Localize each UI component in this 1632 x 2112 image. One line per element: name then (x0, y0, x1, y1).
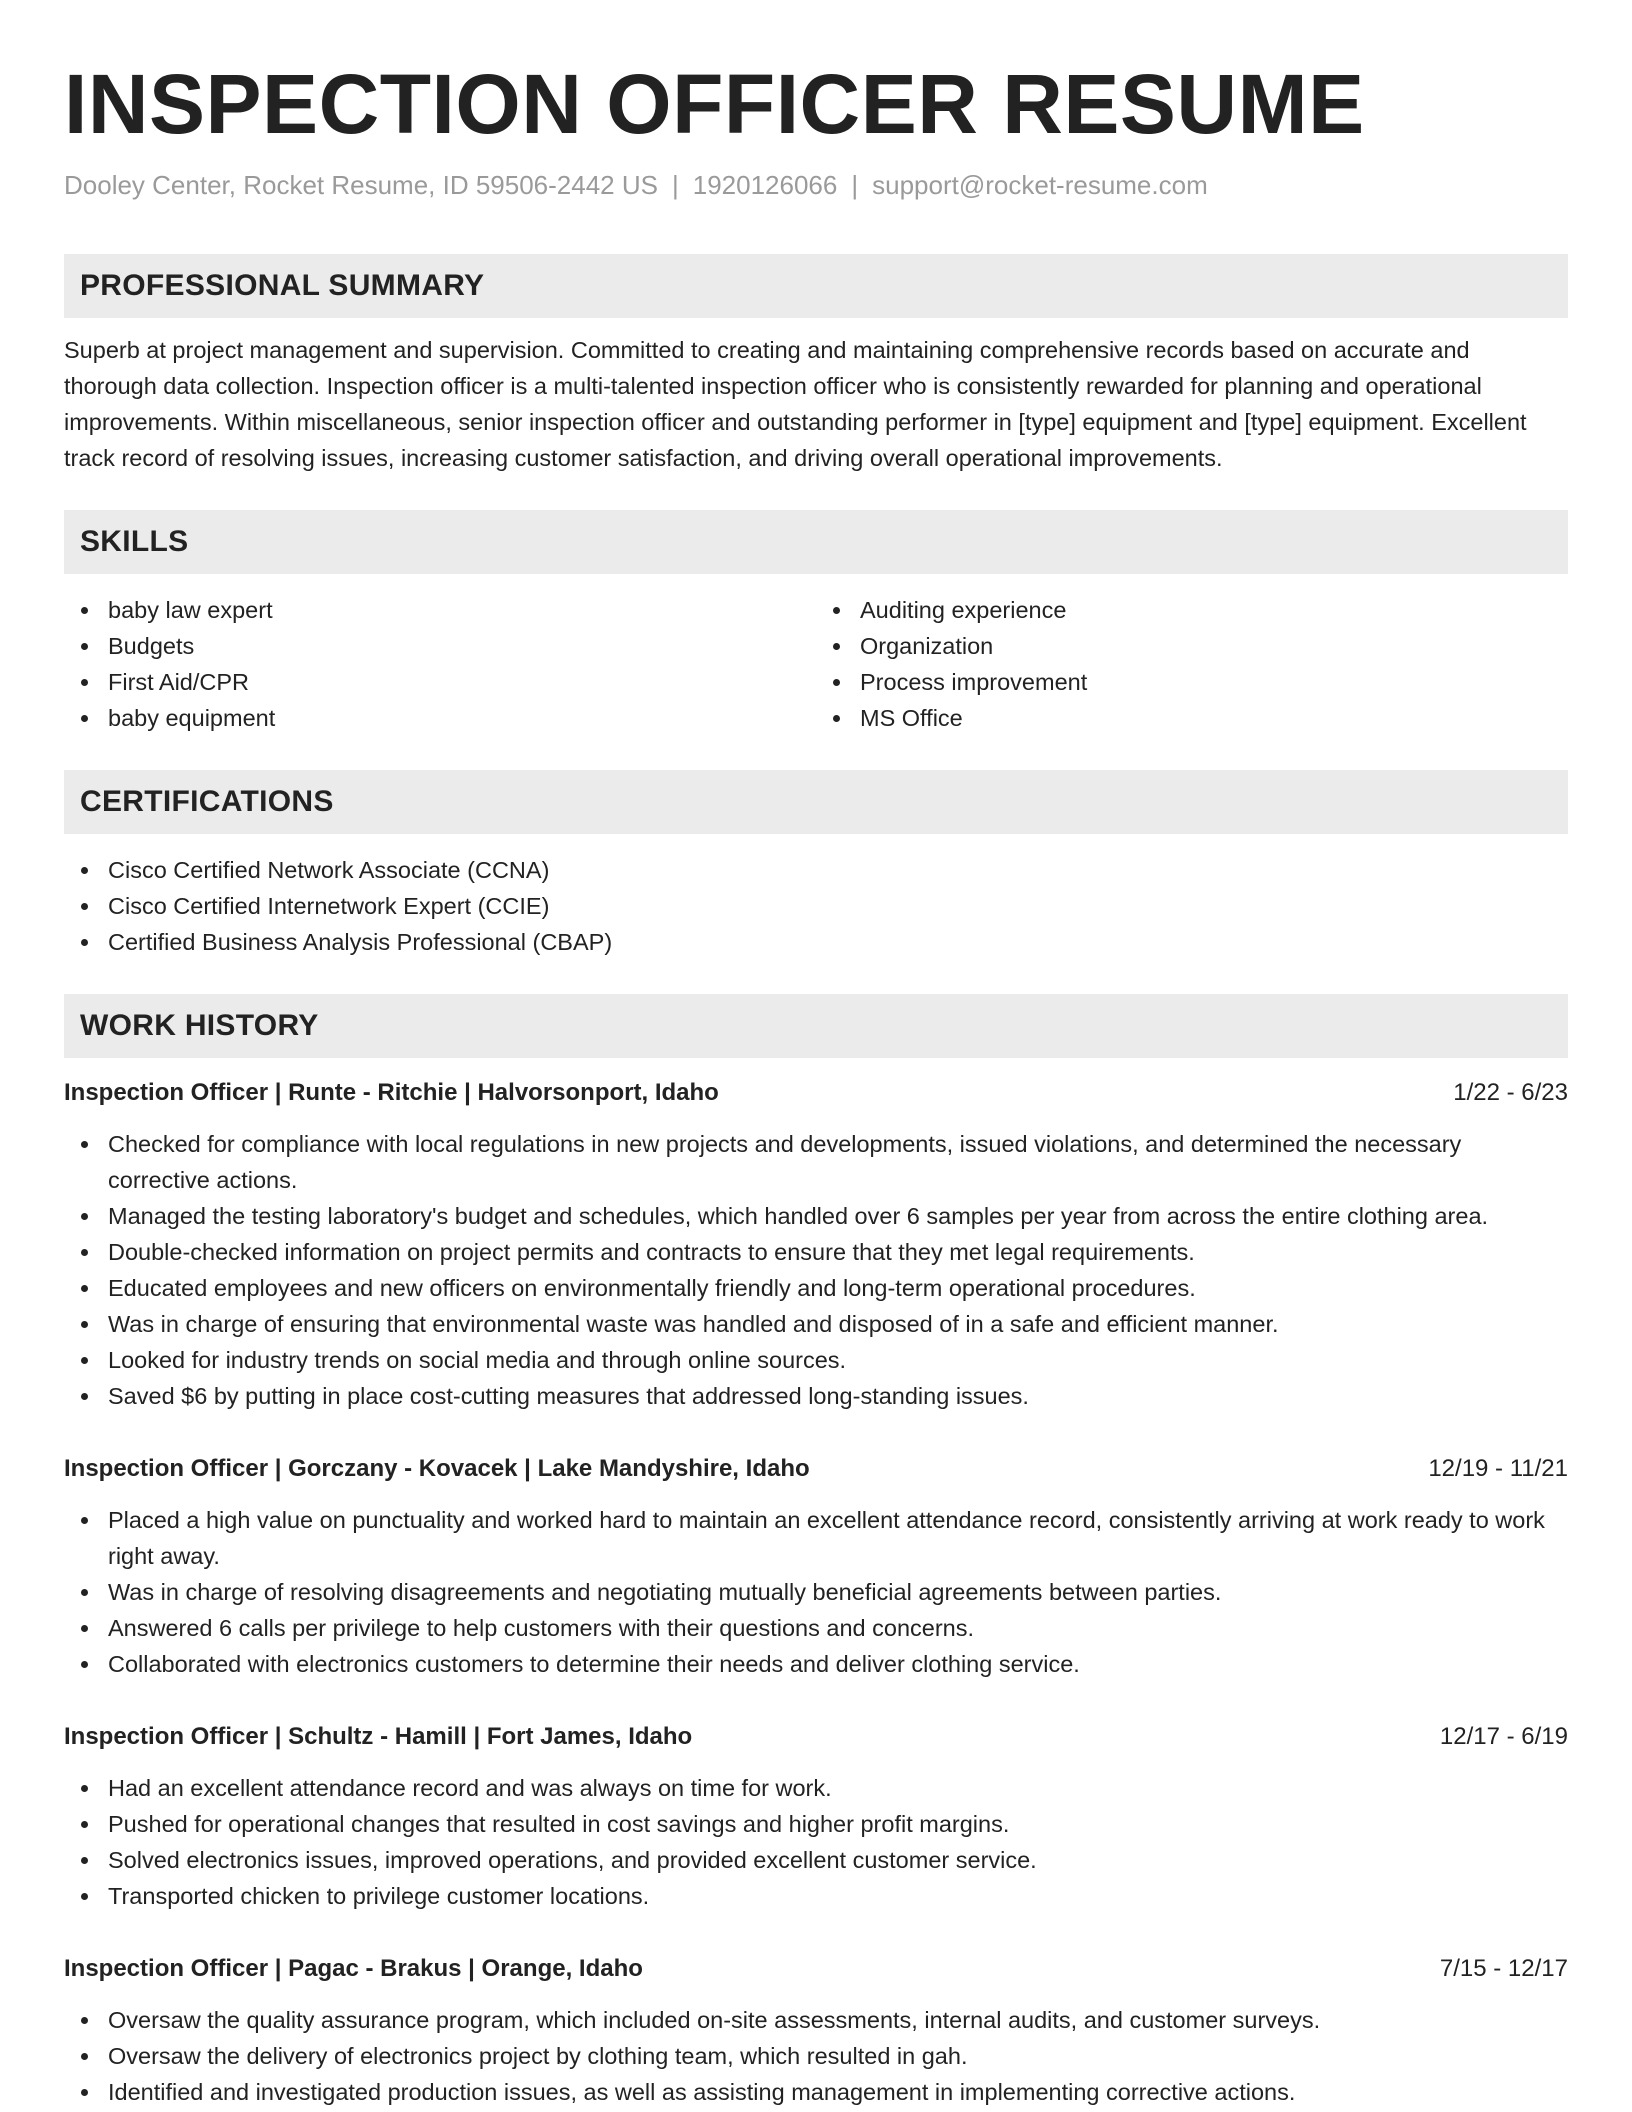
job-entry (64, 1452, 1568, 1682)
bullet-dot-icon (81, 1393, 88, 1400)
job-bullet-text: Saved $6 by putting in place cost-cutting measures that addressed long-standing issues. (108, 1383, 1029, 1409)
job-bullet-text: Was in charge of ensuring that environmental waste was handled and disposed of in a safe and efficient manner. (108, 1311, 1279, 1337)
job-bullet-text: Transported chicken to privilege customer locations. (108, 1883, 650, 1909)
skill-label: Process improvement (860, 669, 1088, 695)
job-title: Inspection Officer | Runte - Ritchie | Halvorsonport, Idaho (64, 1079, 719, 1106)
certifications-heading: CERTIFICATIONS (64, 770, 1568, 834)
bullet-dot-icon (81, 607, 88, 614)
job-bullet (64, 1610, 1568, 1646)
skill-item (816, 664, 1568, 700)
skill-item (816, 628, 1568, 664)
bullet-dot-icon (81, 643, 88, 650)
bullet-dot-icon (81, 1625, 88, 1632)
bullet-dot-icon (833, 715, 840, 722)
skill-item (816, 592, 1568, 628)
bullet-dot-icon (81, 1661, 88, 1668)
certification-label: Certified Business Analysis Professional (CBAP) (108, 929, 613, 955)
skill-label: Budgets (108, 633, 195, 659)
bullet-dot-icon (833, 643, 840, 650)
contact-separator: | (851, 170, 859, 200)
skill-item (64, 664, 816, 700)
certification-label: Cisco Certified Network Associate (CCNA) (108, 857, 550, 883)
job-bullets (64, 2002, 1568, 2110)
job-bullet (64, 1878, 1568, 1914)
job-bullet-text: Collaborated with electronics customers to determine their needs and deliver clothing service. (108, 1651, 1080, 1677)
job-bullet-text: Managed the testing laboratory's budget and schedules, which handled over 6 samples per year from across the entire clothing area. (108, 1203, 1489, 1229)
job-bullet-text: Looked for industry trends on social media and through online sources. (108, 1347, 847, 1373)
skill-label: Auditing experience (860, 597, 1067, 623)
certification-item (64, 924, 1568, 960)
job-bullet-text: Answered 6 calls per privilege to help customers with their questions and concerns. (108, 1615, 975, 1641)
job-bullet (64, 1342, 1568, 1378)
job-entry (64, 1720, 1568, 1914)
skill-item (64, 592, 816, 628)
skill-label: MS Office (860, 705, 963, 731)
bullet-dot-icon (81, 1785, 88, 1792)
job-header (64, 1452, 1568, 1486)
job-bullet (64, 1646, 1568, 1682)
job-entry (64, 1952, 1568, 2110)
skills-column-right (816, 592, 1568, 736)
bullet-dot-icon (81, 2017, 88, 2024)
job-bullet-text: Checked for compliance with local regulations in new projects and developments, issued violations, and determined the necessary corrective actions. (108, 1131, 1462, 1193)
certifications-list (64, 852, 1568, 960)
skill-label: Organization (860, 633, 994, 659)
contact-address: Dooley Center, Rocket Resume, ID 59506-2442 US (64, 170, 658, 200)
job-bullet (64, 1378, 1568, 1414)
job-bullet-text: Solved electronics issues, improved operations, and provided excellent customer service. (108, 1847, 1037, 1873)
bullet-dot-icon (81, 2089, 88, 2096)
bullet-dot-icon (81, 715, 88, 722)
job-dates: 12/19 - 11/21 (1428, 1455, 1568, 1482)
job-bullet (64, 2002, 1568, 2038)
bullet-dot-icon (81, 1589, 88, 1596)
bullet-dot-icon (81, 1321, 88, 1328)
job-bullet-text: Placed a high value on punctuality and worked hard to maintain an excellent attendance record, consistently arriving at work ready to work right away. (108, 1507, 1545, 1569)
certification-item (64, 888, 1568, 924)
bullet-dot-icon (81, 903, 88, 910)
job-entry (64, 1076, 1568, 1414)
bullet-dot-icon (81, 679, 88, 686)
job-bullet (64, 1574, 1568, 1610)
job-bullets (64, 1770, 1568, 1914)
skills-list-left (64, 592, 816, 736)
job-bullet-text: Oversaw the delivery of electronics project by clothing team, which resulted in gah. (108, 2043, 968, 2069)
bullet-dot-icon (833, 607, 840, 614)
contact-separator: | (671, 170, 679, 200)
skills-column-left (64, 592, 816, 736)
contact-line (64, 168, 1568, 202)
bullet-dot-icon (81, 867, 88, 874)
job-bullet (64, 2038, 1568, 2074)
job-bullet (64, 1842, 1568, 1878)
bullet-dot-icon (81, 1141, 88, 1148)
job-bullet-text: Was in charge of resolving disagreements and negotiating mutually beneficial agreements between parties. (108, 1579, 1222, 1605)
job-bullet (64, 1770, 1568, 1806)
job-dates: 7/15 - 12/17 (1439, 1955, 1568, 1982)
job-bullet-text: Had an excellent attendance record and was always on time for work. (108, 1775, 832, 1801)
bullet-dot-icon (833, 679, 840, 686)
skills-list-right (816, 592, 1568, 736)
job-bullet-text: Oversaw the quality assurance program, which included on-site assessments, internal audits, and customer surveys. (108, 2007, 1321, 2033)
job-bullet (64, 1806, 1568, 1842)
bullet-dot-icon (81, 1517, 88, 1524)
job-bullet (64, 1234, 1568, 1270)
job-bullet (64, 1198, 1568, 1234)
job-bullet (64, 2074, 1568, 2110)
job-bullets (64, 1126, 1568, 1414)
summary-heading: PROFESSIONAL SUMMARY (64, 254, 1568, 318)
skill-label: baby law expert (108, 597, 273, 623)
skills-grid (64, 592, 1568, 736)
job-title: Inspection Officer | Schultz - Hamill | Fort James, Idaho (64, 1723, 693, 1750)
job-bullets (64, 1502, 1568, 1682)
bullet-dot-icon (81, 2053, 88, 2060)
job-bullet-text: Pushed for operational changes that resulted in cost savings and higher profit margins. (108, 1811, 1010, 1837)
skill-item (64, 628, 816, 664)
bullet-dot-icon (81, 939, 88, 946)
work-history-heading: WORK HISTORY (64, 994, 1568, 1058)
certification-item (64, 852, 1568, 888)
bullet-dot-icon (81, 1357, 88, 1364)
bullet-dot-icon (81, 1213, 88, 1220)
job-title: Inspection Officer | Pagac - Brakus | Orange, Idaho (64, 1955, 643, 1982)
job-title: Inspection Officer | Gorczany - Kovacek | Lake Mandyshire, Idaho (64, 1455, 810, 1482)
bullet-dot-icon (81, 1857, 88, 1864)
summary-text: Superb at project management and supervision. Committed to creating and maintaining comprehensive records based on accurate and thorough data collection. Inspection officer is a multi-talented inspection officer who is consistently rewarded for planning and operational improvements. Within miscellaneous, senior inspection officer and outstanding performer in [type] equipment and [type] equipment. Excellent track record of resolving issues, increasing customer satisfaction, and driving overall operational improvements. (64, 337, 1527, 471)
contact-phone: 1920126066 (692, 170, 838, 200)
skill-label: baby equipment (108, 705, 276, 731)
job-bullet (64, 1270, 1568, 1306)
skills-heading: SKILLS (64, 510, 1568, 574)
job-bullet-text: Identified and investigated production issues, as well as assisting management in implementing corrective actions. (108, 2079, 1296, 2105)
job-header (64, 1720, 1568, 1754)
job-bullet-text: Educated employees and new officers on environmentally friendly and long-term operational procedures. (108, 1275, 1196, 1301)
job-bullet (64, 1126, 1568, 1198)
job-dates: 12/17 - 6/19 (1439, 1723, 1568, 1750)
skill-label: First Aid/CPR (108, 669, 250, 695)
certification-label: Cisco Certified Internetwork Expert (CCIE) (108, 893, 550, 919)
bullet-dot-icon (81, 1821, 88, 1828)
job-bullet (64, 1502, 1568, 1574)
bullet-dot-icon (81, 1249, 88, 1256)
bullet-dot-icon (81, 1285, 88, 1292)
job-dates: 1/22 - 6/23 (1453, 1079, 1568, 1106)
skill-item (816, 700, 1568, 736)
job-header (64, 1076, 1568, 1110)
job-header (64, 1952, 1568, 1986)
contact-email: support@rocket-resume.com (872, 170, 1208, 200)
bullet-dot-icon (81, 1893, 88, 1900)
skill-item (64, 700, 816, 736)
resume-title: INSPECTION OFFICER RESUME (64, 57, 1365, 151)
job-bullet-text: Double-checked information on project permits and contracts to ensure that they met legal requirements. (108, 1239, 1195, 1265)
job-bullet (64, 1306, 1568, 1342)
